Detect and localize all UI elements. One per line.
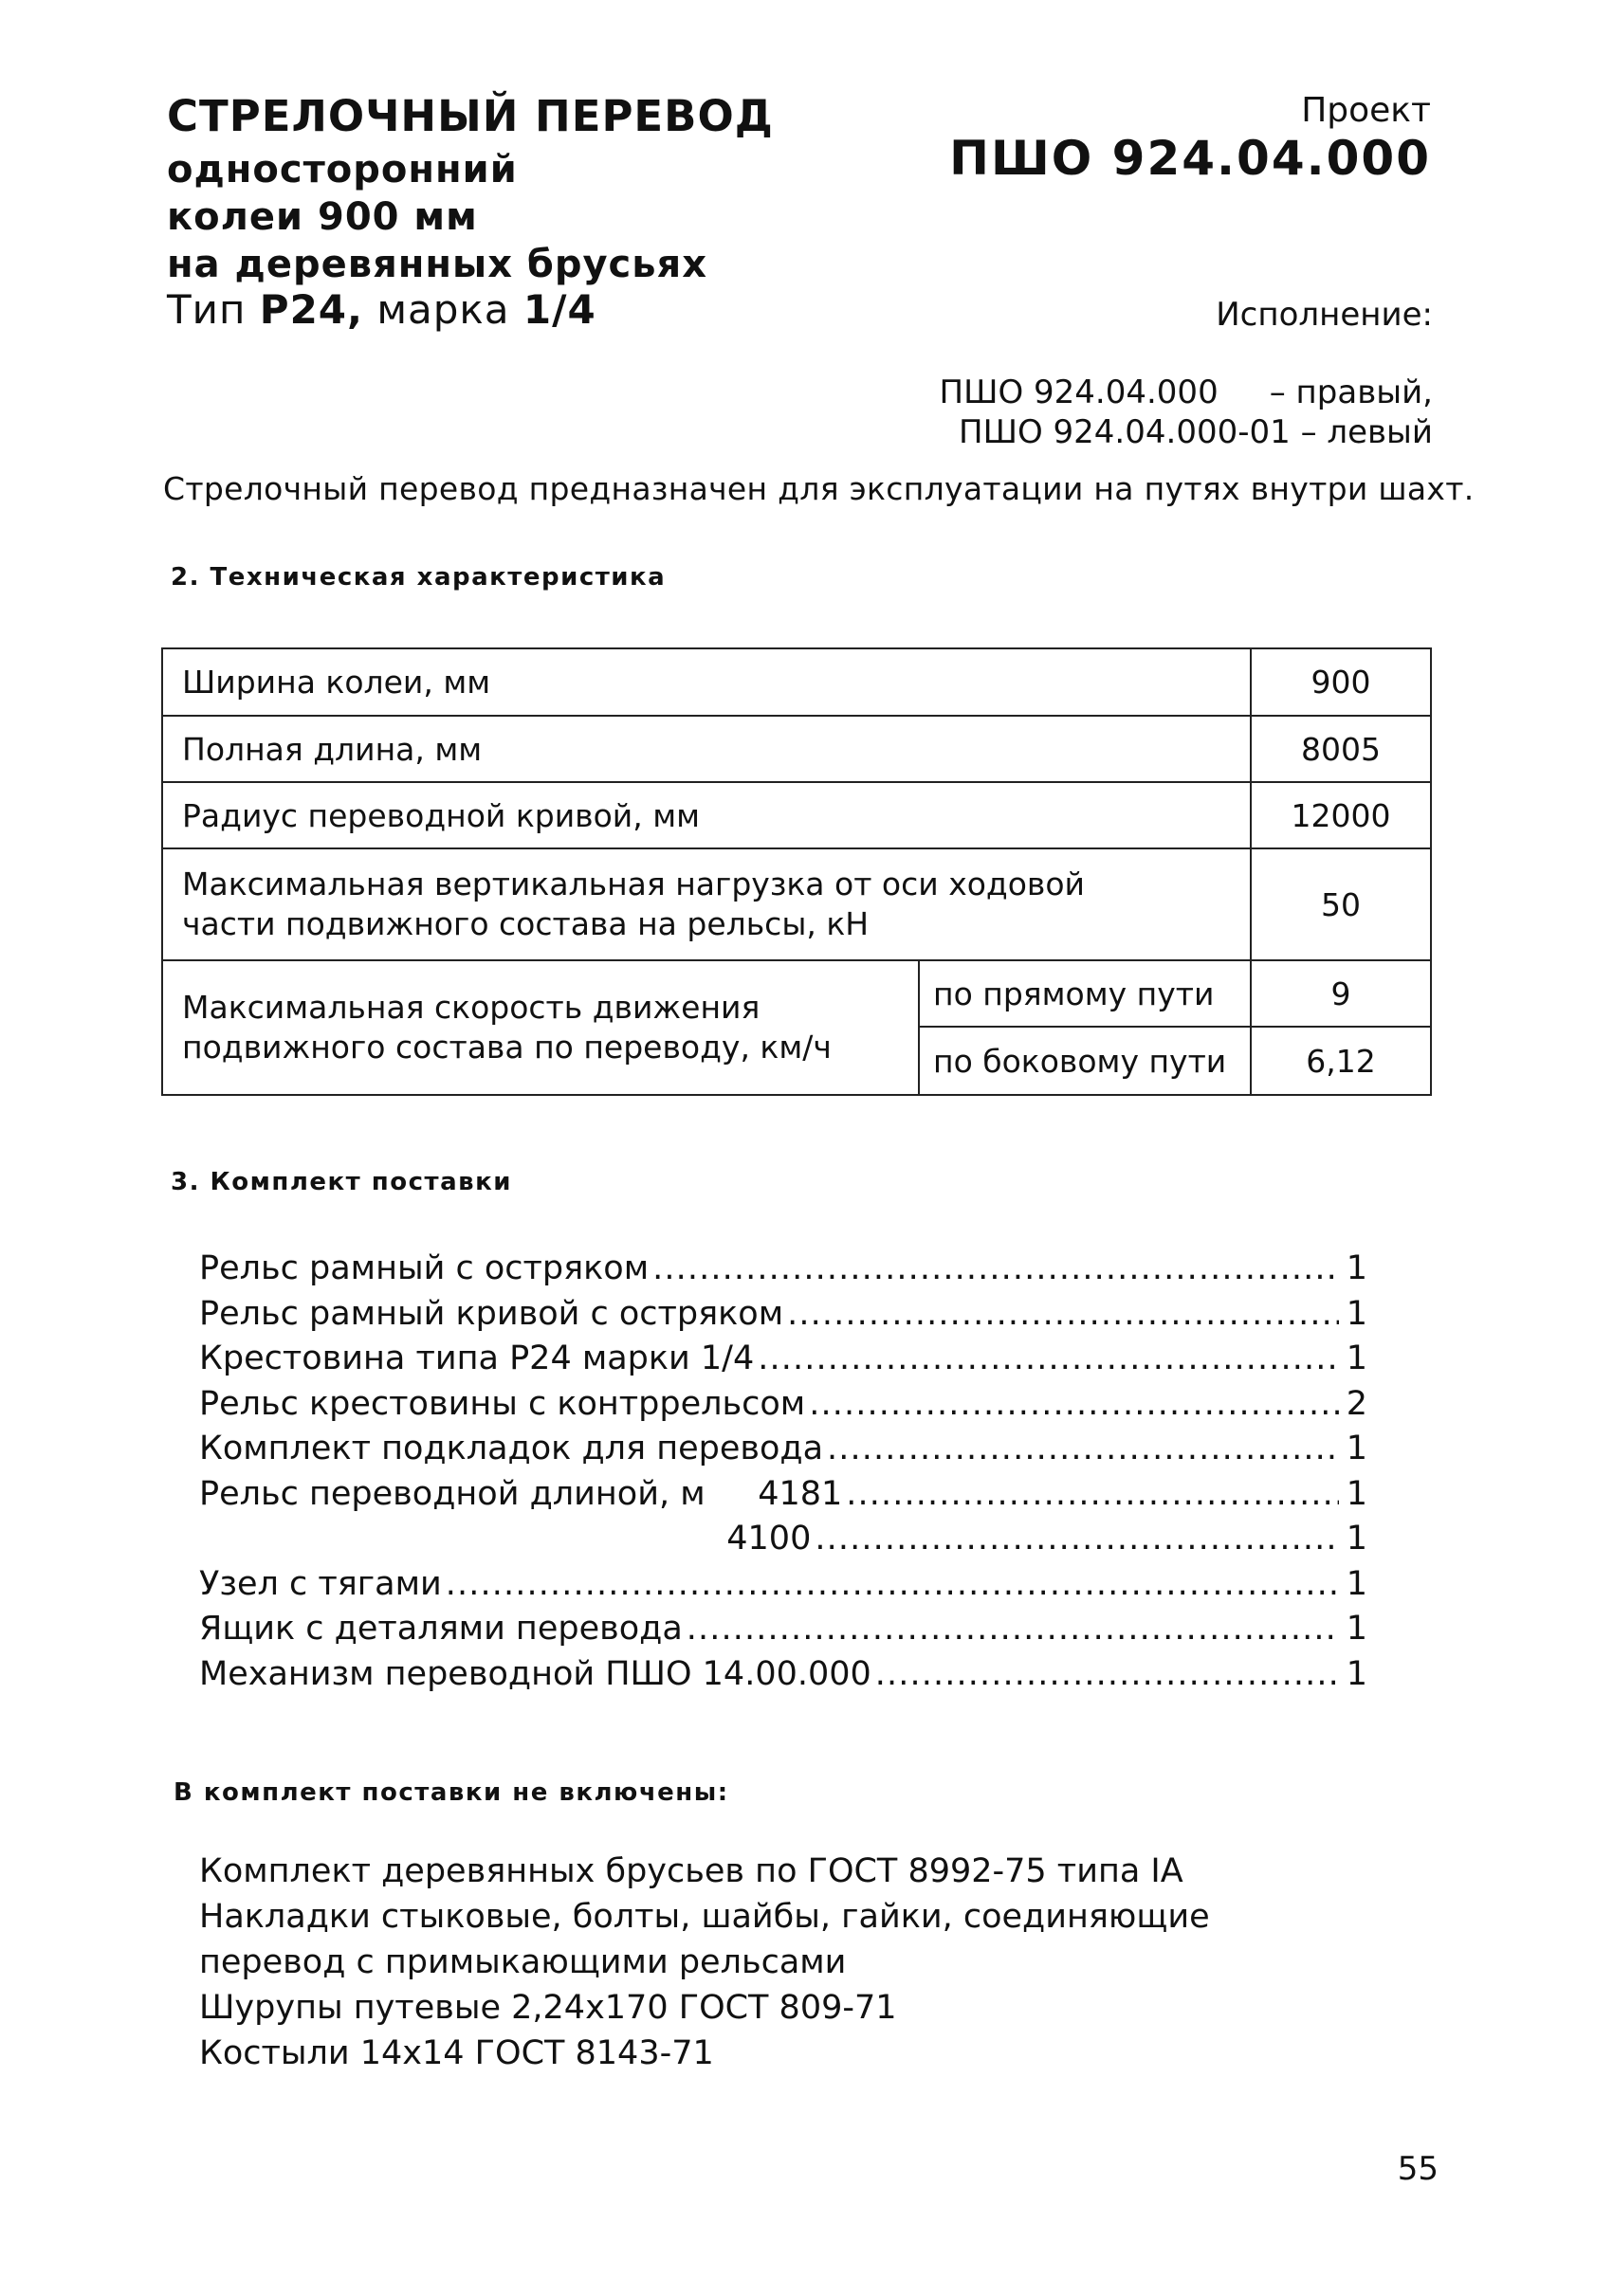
item-name: Узел с тягами <box>199 1564 442 1603</box>
item-name: Механизм переводной ПШО 14.00.000 <box>199 1654 871 1693</box>
list-item <box>199 1385 1367 1430</box>
tech-label: Полная длина, мм <box>162 716 1251 782</box>
not-included-list <box>199 1849 1413 2076</box>
list-item: Накладки стыковые, болты, шайбы, гайки, соединяющие перевод с примыкающими рельсами <box>199 1898 1210 1981</box>
table-row <box>162 648 1431 716</box>
title-subline-3: на деревянных брусьях <box>167 243 708 286</box>
tech-label: Радиус переводной кривой, мм <box>162 782 1251 848</box>
project-code: ПШО 924.04.000 <box>949 131 1431 186</box>
list-item <box>199 1249 1367 1295</box>
title-subline-1: односторонний <box>167 148 518 191</box>
page-number: 55 <box>1397 2150 1439 2188</box>
mark-label: марка <box>376 286 510 333</box>
tech-heading: 2. Техническая характеристика <box>171 563 667 592</box>
item-name: Рельс переводной длиной, м 4181 <box>199 1474 843 1513</box>
execution-code: ПШО 924.04.000-01 <box>959 413 1291 451</box>
not-included-heading: В комплект поставки не включены: <box>174 1778 729 1807</box>
item-name: Комплект подкладок для перевода <box>199 1430 824 1467</box>
tech-table <box>161 647 1432 1096</box>
type-value: Р24, <box>259 286 363 333</box>
item-qty: 1 <box>1346 1474 1367 1513</box>
item-qty: 1 <box>1346 1654 1367 1693</box>
speed-straight-value: 9 <box>1251 960 1431 1027</box>
item-qty: 1 <box>1346 1520 1367 1558</box>
intro-paragraph: Стрелочный перевод предназначен для эксплуатации на путях внутри шахт. <box>163 470 1475 507</box>
item-name: Крестовина типа Р24 марки 1/4 <box>199 1339 755 1377</box>
table-row <box>162 848 1431 960</box>
execution-left <box>938 375 1433 451</box>
mark-value: 1/4 <box>522 286 596 333</box>
item-qty: 1 <box>1346 1610 1367 1648</box>
type-and-mark <box>167 286 596 333</box>
title-subline-2: колеи 900 мм <box>167 195 478 239</box>
execution-code: ПШО 924.04.000 <box>939 374 1219 411</box>
list-item: Шурупы путевые 2,24x170 ГОСТ 809-71 <box>199 1989 897 2027</box>
execution-desc: – правый, <box>1269 374 1433 411</box>
list-item <box>199 1610 1367 1655</box>
tech-value: 50 <box>1251 848 1431 960</box>
list-item <box>199 1430 1367 1475</box>
item-name: Рельс рамный кривой с остряком <box>199 1294 784 1333</box>
execution-desc: – левый <box>1300 413 1433 451</box>
table-row <box>162 960 1431 1027</box>
speed-side-label: по боковому пути <box>919 1027 1251 1095</box>
speed-side-value: 6,12 <box>1251 1027 1431 1095</box>
list-item <box>199 1339 1367 1385</box>
document-title: СТРЕЛОЧНЫЙ ПЕРЕВОД <box>167 91 774 141</box>
list-item <box>199 1295 1367 1340</box>
tech-value: 8005 <box>1251 716 1431 782</box>
table-row <box>162 716 1431 782</box>
list-item: Комплект деревянных брусьев по ГОСТ 8992-75 типа IA <box>199 1852 1183 1890</box>
item-name: 4100 <box>199 1520 812 1558</box>
speed-label: Максимальная скорость движения подвижного состава по переводу, км/ч <box>162 960 919 1095</box>
item-qty: 1 <box>1346 1294 1367 1333</box>
list-item <box>199 1655 1367 1701</box>
list-item <box>199 1520 1367 1565</box>
tech-label: Максимальная вертикальная нагрузка от оси ходовой части подвижного состава на рельсы, кН <box>162 848 1251 960</box>
item-name: Ящик с деталями перевода <box>199 1610 683 1648</box>
list-item <box>199 1565 1367 1611</box>
item-qty: 1 <box>1346 1249 1367 1287</box>
tech-value: 12000 <box>1251 782 1431 848</box>
project-label: Проект <box>1301 91 1431 130</box>
item-name: Рельс рамный с остряком <box>199 1249 650 1287</box>
delivery-heading: 3. Комплект поставки <box>171 1168 512 1196</box>
item-qty: 1 <box>1346 1430 1367 1467</box>
table-row <box>162 782 1431 848</box>
tech-value: 900 <box>1251 648 1431 716</box>
execution-label: Исполнение: <box>1216 296 1433 334</box>
item-qty: 1 <box>1346 1564 1367 1603</box>
speed-straight-label: по прямому пути <box>919 960 1251 1027</box>
item-name: Рельс крестовины с контррельсом <box>199 1384 806 1423</box>
item-qty: 2 <box>1346 1384 1367 1423</box>
list-item <box>199 1475 1367 1521</box>
type-label: Тип <box>167 286 247 333</box>
item-qty: 1 <box>1346 1339 1367 1377</box>
delivery-list <box>199 1249 1367 1700</box>
list-item: Костыли 14x14 ГОСТ 8143-71 <box>199 2034 714 2072</box>
tech-label: Ширина колеи, мм <box>162 648 1251 716</box>
